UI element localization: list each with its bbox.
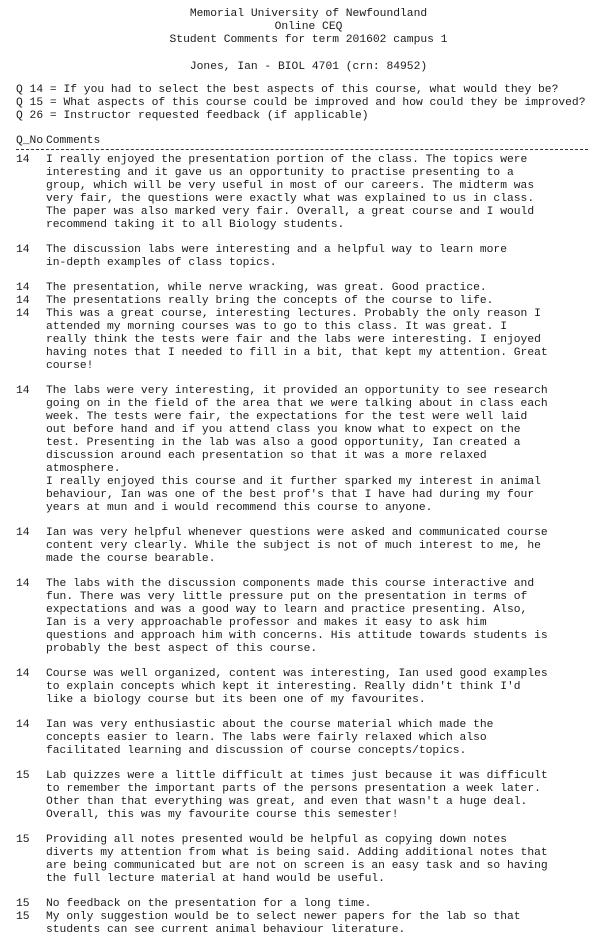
comment-question-number: 14 xyxy=(16,244,30,256)
comment-text: The presentations really bring the concepts of the course to life. xyxy=(46,295,494,307)
comment-text: Providing all notes presented would be helpful as copying down notes diverts my attention from what is being said. Adding additional notes that are being communicated but are not on screen is an easy task and so having the full lecture material at hand would be useful. xyxy=(46,834,548,885)
comment-question-number: 14 xyxy=(16,385,30,397)
comment-text: This was a great course, interesting lectures. Probably the only reason I attended my morning courses was to go to this class. It was great. I really think the tests were fair and the labs were interesting. I enjoyed having notes that I needed to fill in a bit, that kept my attention. Great course! xyxy=(46,308,548,372)
question-line xyxy=(16,110,591,123)
comment-row xyxy=(16,668,591,707)
question-text: What aspects of this course could be improved and how could they be improved? xyxy=(63,97,586,109)
question-line xyxy=(16,97,591,110)
comment-question-number: 14 xyxy=(16,295,30,307)
qno-column-label: Q_No xyxy=(16,135,44,147)
comment-question-number: 15 xyxy=(16,898,30,910)
comment-row xyxy=(16,719,591,758)
comment-question-number: 14 xyxy=(16,282,30,294)
comment-text: Ian was very helpful whenever questions were asked and communicated course content very clearly. While the subject is not of much interest to me, he made the course bearable. xyxy=(46,527,548,565)
comment-row xyxy=(16,308,591,373)
comment-row xyxy=(16,834,591,886)
comment-question-number: 15 xyxy=(16,834,30,846)
question-code: Q 14 = xyxy=(16,84,57,96)
comment-text: The labs were very interesting, it provided an opportunity to see research going on in the field of the area that we were talking about in class each week. The tests were fair, the expectations for the test were well laid out before hand and if you attend class you know what to expect on the test. Presenting in the lab was also a good opportunity, Ian created a discussion around each presentation so that it was a more relaxed atmosphere. I really enjoyed this course and it further sparked my interest in animal behaviour, Ian was one of the best prof's that I have had during my four years at mun and i would recommend this course to anyone. xyxy=(46,385,548,514)
comment-text: My only suggestion would be to select newer papers for the lab so that students can see current animal behaviour literature. xyxy=(46,911,521,936)
comment-question-number: 14 xyxy=(16,578,30,590)
comment-row xyxy=(16,244,591,270)
comment-text: No feedback on the presentation for a long time. xyxy=(46,898,372,910)
comments-list xyxy=(16,154,591,937)
comment-question-number: 14 xyxy=(16,668,30,680)
comment-question-number: 14 xyxy=(16,719,30,731)
comment-text: Ian was very enthusiastic about the course material which made the concepts easier to learn. The labs were fairly relaxed which also facilitated learning and discussion of course concepts/topics. xyxy=(46,719,494,757)
comment-text: The labs with the discussion components made this course interactive and fun. There was very little pressure put on the presentation in terms of expectations and was a good way to learn and practice presenting. Also, Ian is a very approachable professor and makes it easy to ask him questions and approach him with concerns. His attitude towards students is probably the best aspect of this course. xyxy=(46,578,548,655)
comment-text: Lab quizzes were a little difficult at times just because it was difficult to remember the important parts of the persons presentation a week later. Other than that everything was great, and even that wasn't a huge deal. Overall, this was my favourite course this semester! xyxy=(46,770,548,821)
question-text: Instructor requested feedback (if applicable) xyxy=(63,110,369,122)
comment-row xyxy=(16,527,591,566)
comment-row xyxy=(16,898,591,911)
comment-question-number: 14 xyxy=(16,527,30,539)
comment-row xyxy=(16,578,591,656)
question-code: Q 15 = xyxy=(16,97,57,109)
question-legend xyxy=(16,84,591,123)
comment-question-number: 15 xyxy=(16,911,30,923)
comment-row xyxy=(16,154,591,232)
report-header xyxy=(26,8,591,74)
comment-row xyxy=(16,770,591,822)
comment-text: I really enjoyed the presentation portion of the class. The topics were interesting and it gave us an opportunity to practise presenting to a group, which will be very useful in most of our careers. The midterm was very fair, the questions were exactly what was explained to us in class. The paper was also marked very fair. Overall, a great course and I would recommend taking it to all Biology students. xyxy=(46,154,535,231)
comment-text: The presentation, while nerve wracking, was great. Good practice. xyxy=(46,282,487,294)
system-name: Online CEQ xyxy=(274,21,343,33)
dashed-divider xyxy=(16,149,588,150)
comment-row xyxy=(16,282,591,295)
comment-text: Course was well organized, content was interesting, Ian used good examples to explain concepts which kept it interesting. Really didn't think I'd like a biology course but its been one of my favourites. xyxy=(46,668,548,706)
comments-column-label: Comments xyxy=(46,135,101,147)
column-header xyxy=(16,135,591,148)
comment-question-number: 14 xyxy=(16,154,30,166)
question-code: Q 26 = xyxy=(16,110,57,122)
comment-question-number: 15 xyxy=(16,770,30,782)
question-text: If you had to select the best aspects of this course, what would they be? xyxy=(63,84,559,96)
comment-text: The discussion labs were interesting and a helpful way to learn more in-depth examples of class topics. xyxy=(46,244,507,269)
comment-row xyxy=(16,295,591,308)
report-title: Student Comments for term 201602 campus 1 xyxy=(169,34,448,46)
question-line xyxy=(16,84,591,97)
comment-row xyxy=(16,911,591,937)
instructor-course: Jones, Ian - BIOL 4701 (crn: 84952) xyxy=(189,61,428,73)
comment-row xyxy=(16,385,591,515)
university-name: Memorial University of Newfoundland xyxy=(189,8,428,20)
comment-question-number: 14 xyxy=(16,308,30,320)
